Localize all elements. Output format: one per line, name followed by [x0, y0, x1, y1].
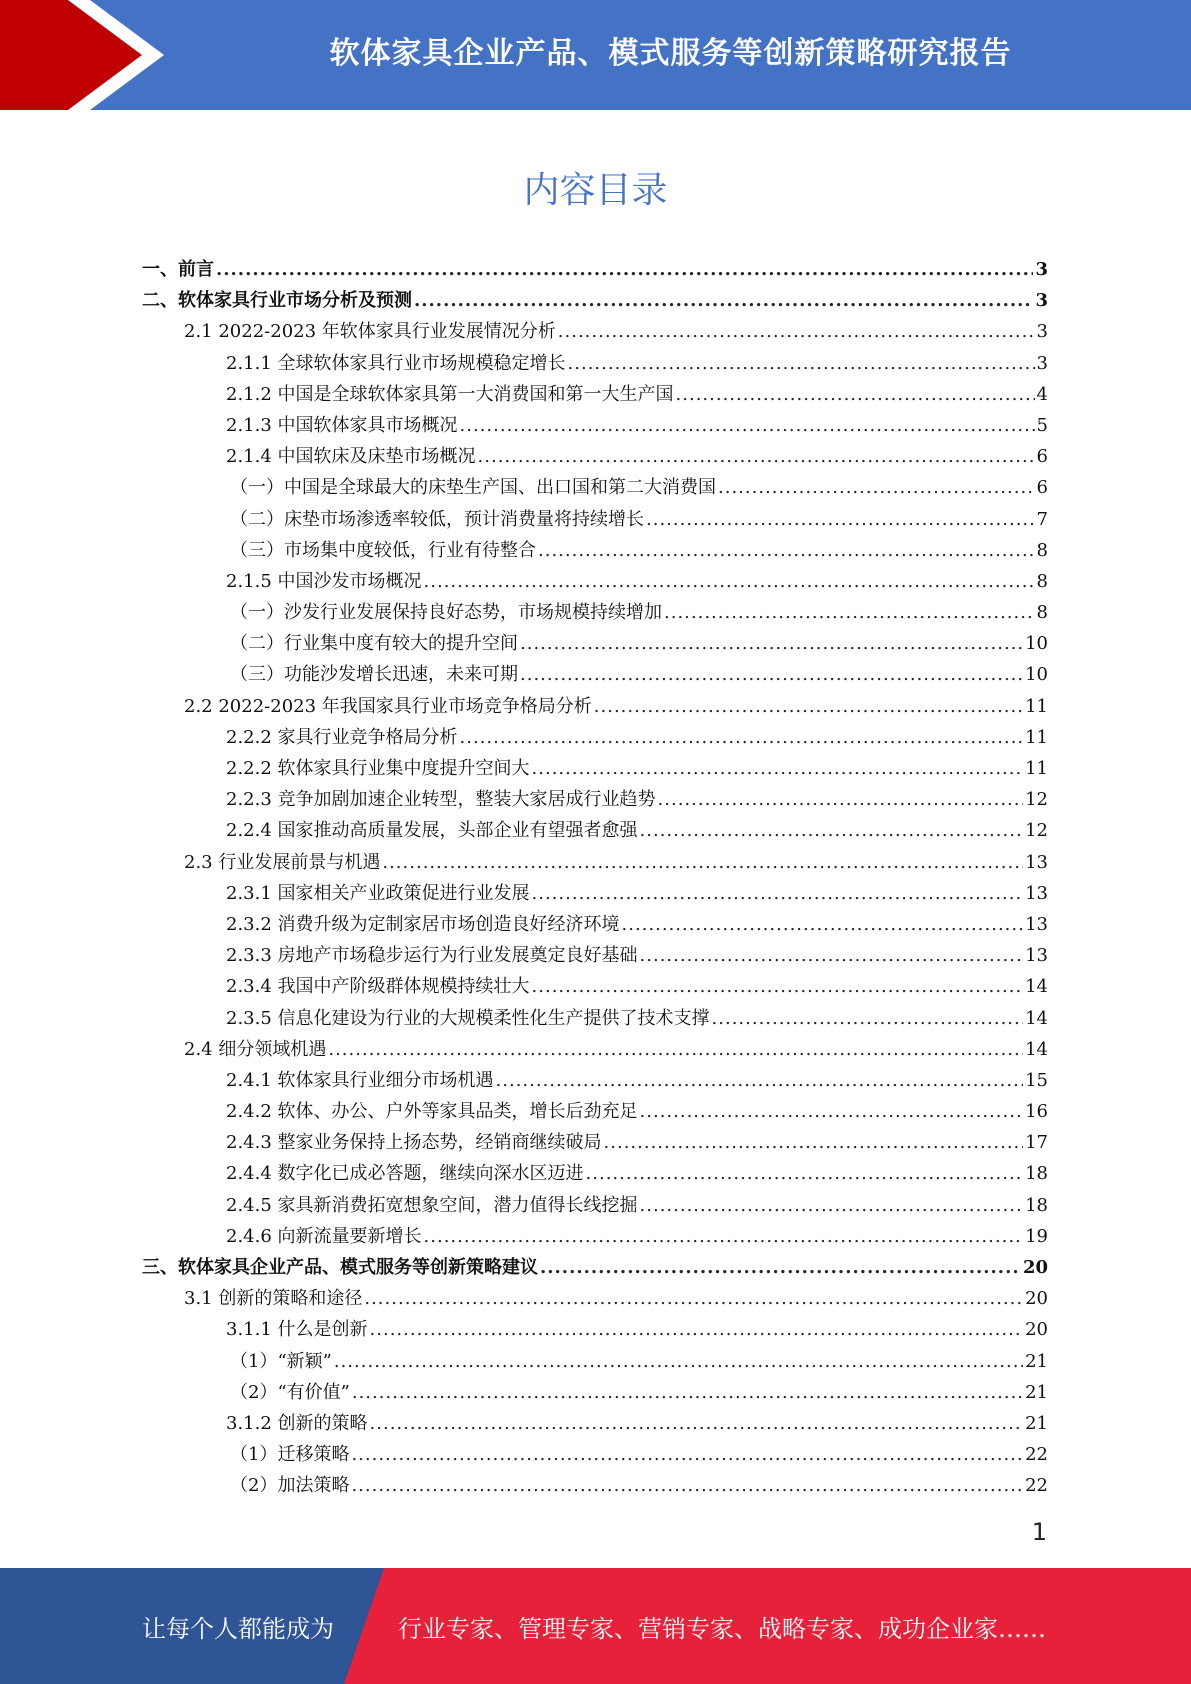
toc-dot-leader — [640, 1096, 1024, 1127]
toc-entry-page: 10 — [1025, 664, 1048, 686]
toc-entry-page: 13 — [1025, 913, 1048, 935]
toc-dot-leader — [664, 597, 1035, 628]
toc-entry[interactable] — [142, 1377, 1048, 1408]
toc-entry-title: 2.1.1 全球软体家具行业市场规模稳定增长 — [226, 352, 566, 374]
toc-dot-leader — [586, 1158, 1024, 1189]
toc-dot-leader — [718, 472, 1035, 503]
toc-entry-page: 17 — [1025, 1132, 1048, 1154]
toc-entry-page: 3 — [1036, 352, 1048, 374]
toc-dot-leader — [640, 815, 1024, 846]
toc-entry-page: 21 — [1025, 1412, 1048, 1434]
toc-entry[interactable] — [142, 316, 1048, 347]
toc-entry-page: 4 — [1036, 383, 1048, 405]
toc-entry-title: 2.4.3 整家业务保持上扬态势，经销商继续破局 — [226, 1132, 602, 1154]
toc-entry-page: 14 — [1025, 1038, 1048, 1060]
page-footer — [0, 1568, 1191, 1684]
toc-entry-title: 3.1.2 创新的策略 — [226, 1412, 368, 1434]
toc-dot-leader — [370, 1314, 1024, 1345]
toc-dot-leader — [351, 1470, 1023, 1501]
toc-entry[interactable] — [142, 1283, 1048, 1314]
toc-entry-page: 13 — [1025, 945, 1048, 967]
toc-entry-page: 20 — [1025, 1288, 1048, 1310]
toc-heading: 内容目录 — [523, 170, 668, 211]
toc-entry-title: 2.3.4 我国中产阶级群体规模持续壮大 — [226, 976, 530, 998]
toc-dot-leader — [424, 1221, 1024, 1252]
toc-dot-leader — [568, 348, 1035, 379]
toc-entry[interactable] — [142, 379, 1048, 410]
toc-dot-leader — [604, 1127, 1024, 1158]
toc-entry-page: 15 — [1025, 1069, 1048, 1091]
toc-entry-title: （三）功能沙发增长迅速，未来可期 — [230, 664, 518, 686]
toc-entry-title: 2.1.3 中国软体家具市场概况 — [226, 414, 458, 436]
toc-entry-page: 11 — [1025, 695, 1048, 717]
toc-entry-page: 20 — [1022, 1257, 1048, 1278]
toc-entry[interactable] — [142, 722, 1048, 753]
toc-entry-page: 10 — [1025, 633, 1048, 655]
toc-entry-title: （2）加法策略 — [230, 1475, 350, 1497]
toc-entry-page: 8 — [1036, 602, 1048, 624]
toc-entry-page: 22 — [1025, 1444, 1048, 1466]
footer-slogan-right: 行业专家、管理专家、营销专家、战略专家、成功企业家…… — [398, 1614, 1046, 1643]
toc-entry[interactable] — [142, 441, 1048, 472]
header-title: 软体家具企业产品、模式服务等创新策略研究报告 — [329, 36, 1012, 71]
toc-entry-page: 8 — [1036, 570, 1048, 592]
toc-dot-leader — [351, 1439, 1023, 1470]
toc-entry[interactable] — [142, 1252, 1048, 1283]
toc-entry-title: 2.4.1 软体家具行业细分市场机遇 — [226, 1069, 494, 1091]
toc-entry-page: 12 — [1025, 789, 1048, 811]
toc-dot-leader — [414, 285, 1033, 316]
toc-entry-page: 11 — [1025, 726, 1048, 748]
toc-entry[interactable] — [142, 285, 1048, 316]
toc-entry-title: （一）沙发行业发展保持良好态势，市场规模持续增加 — [230, 602, 662, 624]
toc-entry[interactable] — [142, 971, 1048, 1002]
toc-dot-leader — [532, 878, 1024, 909]
toc-entry-page: 14 — [1025, 976, 1048, 998]
toc-entry-page: 6 — [1036, 477, 1048, 499]
toc-dot-leader — [496, 1065, 1024, 1096]
toc-dot-leader — [640, 940, 1024, 971]
toc-dot-leader — [352, 1377, 1023, 1408]
toc-dot-leader — [478, 441, 1035, 472]
toc-entry[interactable] — [142, 472, 1048, 503]
toc-entry-title: 2.3.5 信息化建设为行业的大规模柔性化生产提供了技术支撑 — [226, 1007, 710, 1029]
toc-entry-title: （三）市场集中度较低，行业有待整合 — [230, 539, 536, 561]
toc-entry[interactable] — [142, 940, 1048, 971]
toc-dot-leader — [216, 254, 1033, 285]
toc-entry[interactable] — [142, 410, 1048, 441]
toc-entry-title: 2.1.5 中国沙发市场概况 — [226, 570, 422, 592]
table-of-contents — [142, 254, 1048, 1502]
toc-entry-page: 12 — [1025, 820, 1048, 842]
toc-entry-page: 22 — [1025, 1475, 1048, 1497]
toc-entry-title: 2.4.2 软体、办公、户外等家具品类，增长后劲充足 — [226, 1101, 638, 1123]
toc-entry-page: 18 — [1025, 1194, 1048, 1216]
toc-entry[interactable] — [142, 1408, 1048, 1439]
toc-dot-leader — [532, 971, 1024, 1002]
toc-entry-title: 2.2 2022-2023 年我国家具行业市场竞争格局分析 — [184, 695, 592, 717]
toc-entry[interactable] — [142, 628, 1048, 659]
toc-entry[interactable] — [142, 566, 1048, 597]
page-number: 1 — [1031, 1518, 1047, 1546]
toc-entry-title: 一、前言 — [142, 259, 214, 280]
toc-entry[interactable] — [142, 1034, 1048, 1065]
toc-entry-page: 13 — [1025, 882, 1048, 904]
toc-entry-title: 2.2.2 家具行业竞争格局分析 — [226, 726, 458, 748]
toc-entry-page: 11 — [1025, 758, 1048, 779]
toc-dot-leader — [532, 753, 1024, 784]
toc-dot-leader — [622, 909, 1024, 940]
toc-entry-page: 20 — [1025, 1319, 1048, 1341]
toc-entry[interactable] — [142, 815, 1048, 846]
toc-dot-leader — [640, 1190, 1024, 1221]
toc-entry-title: 2.1.4 中国软床及床垫市场概况 — [226, 446, 476, 468]
toc-entry-title: （二）床垫市场渗透率较低，预计消费量将持续增长 — [230, 508, 644, 530]
toc-entry-title: 二、软体家具行业市场分析及预测 — [142, 290, 412, 312]
toc-entry[interactable] — [142, 535, 1048, 566]
toc-entry-title: 2.4 细分领域机遇 — [184, 1038, 327, 1060]
toc-entry-page: 5 — [1036, 414, 1048, 436]
toc-entry-title: 2.3.1 国家相关产业政策促进行业发展 — [226, 882, 530, 904]
toc-entry-page: 18 — [1025, 1163, 1048, 1185]
toc-dot-leader — [364, 1283, 1023, 1314]
toc-entry-title: 2.4.6 向新流量要新增长 — [226, 1225, 422, 1247]
toc-entry-title: 2.1.2 中国是全球软体家具第一大消费国和第一大生产国 — [226, 383, 674, 405]
toc-entry-page: 8 — [1036, 539, 1048, 561]
toc-entry[interactable] — [142, 348, 1048, 379]
toc-entry-title: 2.4.4 数字化已成必答题，继续向深水区迈进 — [226, 1163, 584, 1185]
toc-dot-leader — [646, 504, 1035, 535]
toc-dot-leader — [460, 722, 1024, 753]
toc-entry-title: 3.1.1 什么是创新 — [226, 1319, 368, 1341]
toc-entry-page: 21 — [1025, 1350, 1048, 1372]
toc-entry-page: 3 — [1036, 321, 1048, 343]
toc-dot-leader — [460, 410, 1035, 441]
toc-entry[interactable] — [142, 909, 1048, 940]
toc-entry-page: 16 — [1025, 1101, 1048, 1123]
toc-entry[interactable] — [142, 1127, 1048, 1158]
toc-dot-leader — [540, 1252, 1021, 1283]
toc-dot-leader — [370, 1408, 1024, 1439]
toc-entry-title: （1）迁移策略 — [230, 1444, 350, 1466]
toc-dot-leader — [424, 566, 1035, 597]
toc-entry[interactable] — [142, 1221, 1048, 1252]
toc-entry-title: 2.1 2022-2023 年软体家具行业发展情况分析 — [184, 321, 556, 343]
toc-entry[interactable] — [142, 878, 1048, 909]
toc-entry-page: 14 — [1025, 1007, 1048, 1029]
toc-entry-page: 7 — [1036, 508, 1048, 530]
toc-entry[interactable] — [142, 504, 1048, 535]
toc-dot-leader — [558, 316, 1035, 347]
toc-dot-leader — [520, 628, 1023, 659]
toc-entry-title: 2.4.5 家具新消费拓宽想象空间，潜力值得长线挖掘 — [226, 1194, 638, 1216]
toc-entry[interactable] — [142, 1190, 1048, 1221]
toc-dot-leader — [328, 1034, 1023, 1065]
toc-entry[interactable] — [142, 1096, 1048, 1127]
toc-entry[interactable] — [142, 1003, 1048, 1034]
toc-entry[interactable] — [142, 659, 1048, 690]
toc-entry[interactable] — [142, 597, 1048, 628]
toc-entry-title: 2.3.2 消费升级为定制家居市场创造良好经济环境 — [226, 913, 620, 935]
toc-entry-title: 2.2.3 竞争加剧加速企业转型，整装大家居成行业趋势 — [226, 789, 656, 811]
toc-entry[interactable] — [142, 753, 1048, 784]
toc-dot-leader — [712, 1003, 1024, 1034]
toc-entry-title: 三、软体家具企业产品、模式服务等创新策略建议 — [142, 1257, 538, 1278]
toc-dot-leader — [382, 847, 1023, 878]
toc-entry-title: 2.2.4 国家推动高质量发展，头部企业有望强者愈强 — [226, 820, 638, 842]
toc-entry-title: 2.2.2 软体家具行业集中度提升空间大 — [226, 758, 530, 779]
toc-dot-leader — [658, 784, 1024, 815]
toc-entry-page: 21 — [1025, 1381, 1048, 1403]
toc-entry[interactable] — [142, 1314, 1048, 1345]
toc-entry-page: 3 — [1035, 290, 1048, 312]
toc-entry[interactable] — [142, 784, 1048, 815]
toc-entry-title: （2）“有价值” — [230, 1381, 350, 1403]
toc-entry-page: 3 — [1035, 259, 1048, 280]
toc-entry-title: （一）中国是全球最大的床垫生产国、出口国和第二大消费国 — [230, 477, 716, 499]
toc-entry[interactable] — [142, 847, 1048, 878]
toc-dot-leader — [594, 691, 1023, 722]
toc-entry[interactable] — [142, 1470, 1048, 1501]
toc-dot-leader — [334, 1346, 1023, 1377]
toc-dot-leader — [538, 535, 1035, 566]
toc-entry[interactable] — [142, 691, 1048, 722]
toc-dot-leader — [520, 659, 1023, 690]
toc-entry-title: 3.1 创新的策略和途径 — [184, 1288, 363, 1310]
footer-slogan-left: 让每个人都能成为 — [142, 1614, 334, 1643]
page-header — [0, 0, 1191, 110]
toc-entry-title: 2.3 行业发展前景与机遇 — [184, 851, 381, 873]
toc-entry-title: （二）行业集中度有较大的提升空间 — [230, 633, 518, 655]
toc-dot-leader — [676, 379, 1035, 410]
toc-entry-title: （1）“新颖” — [230, 1350, 332, 1372]
toc-entry[interactable] — [142, 1065, 1048, 1096]
toc-entry-page: 19 — [1025, 1225, 1048, 1247]
toc-entry-title: 2.3.3 房地产市场稳步运行为行业发展奠定良好基础 — [226, 945, 638, 967]
toc-entry[interactable] — [142, 1439, 1048, 1470]
toc-entry[interactable] — [142, 1158, 1048, 1189]
toc-entry-page: 6 — [1036, 446, 1048, 468]
toc-entry[interactable] — [142, 254, 1048, 285]
toc-entry-page: 13 — [1025, 851, 1048, 873]
toc-entry[interactable] — [142, 1346, 1048, 1377]
